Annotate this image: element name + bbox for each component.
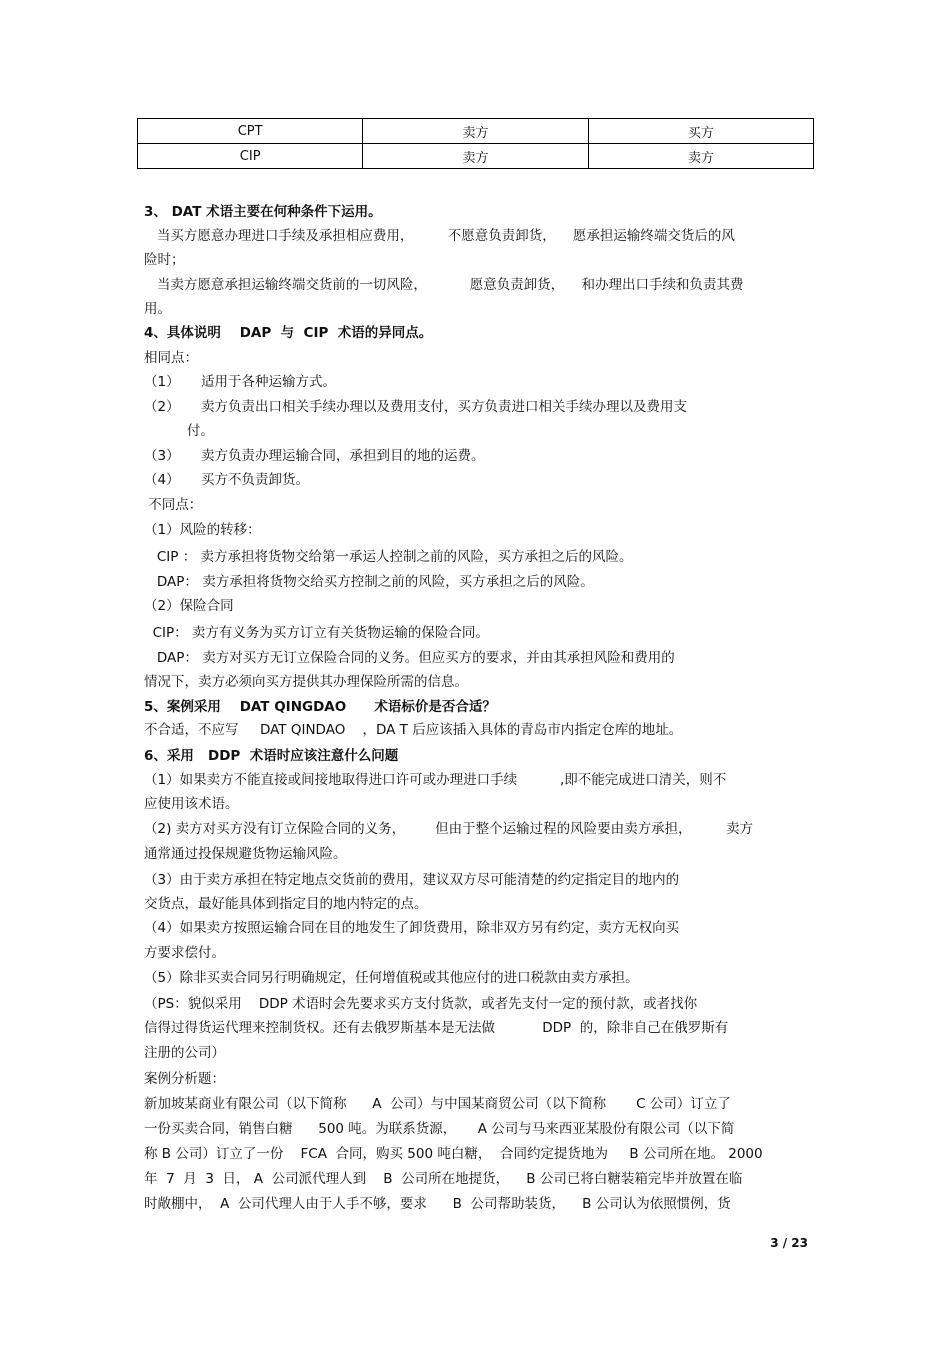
text-line: 5、案例采用 DAT QINGDAO 术语标价是否合适？ [144,699,496,715]
text-line: 方要求偿付。 [144,945,225,961]
text-line: DAP： 卖方承担将货物交给买方控制之前的风险，买方承担之后的风险。 [144,574,594,590]
text-line: 情况下，卖方必须向买方提供其办理保险所需的信息。 [144,674,468,690]
table-cell: 卖方 [363,144,588,169]
text-line: 4、具体说明 DAP 与 CIP 术语的异同点。 [144,325,433,341]
text-line: （5）除非买卖合同另行明确规定，任何增值税或其他应付的进口税款由卖方承担。 [144,970,639,986]
text-line: 注册的公司） [144,1045,225,1061]
text-line: 通常通过投保规避货物运输风险。 [144,846,347,862]
text-line: 不同点： [144,497,203,513]
text-line: 一份买卖合同，销售白糖 500 吨。为联系货源， A 公司与马来西亚某股份有限公司（以下简 [144,1121,735,1137]
text-line: （1）风险的转移： [144,522,261,538]
text-line: 信得过得货运代理来控制货权。还有去俄罗斯基本是无法做 DDP 的，除非自己在俄罗斯有 [144,1020,729,1036]
text-line: 当买方愿意办理进口手续及承担相应费用， 不愿意负责卸货， 愿承担运输终端交货后的风 [144,228,735,244]
text-line: （3） 卖方负责办理运输合同，承担到目的地的运费。 [144,448,485,464]
text-line: 用。 [144,301,171,317]
text-line: 险时； [144,252,185,268]
table-cell: CPT [138,119,363,144]
page-number: 3 / 23 [770,1236,808,1250]
table-cell: 买方 [588,119,813,144]
text-line: （4） 买方不负责卸货。 [144,472,310,488]
table-row [138,119,814,144]
table-cell: 卖方 [588,144,813,169]
text-line: 时敞棚中， A 公司代理人由于人手不够，要求 B 公司帮助装货， B 公司认为依照惯例，货 [144,1196,731,1212]
text-line: CIP ： 卖方承担将货物交给第一承运人控制之前的风险，买方承担之后的风险。 [144,549,633,565]
text-line: 年 7 月 3 日， A 公司派代理人到 B 公司所在地提货， B 公司已将白糖装箱完毕并放置在临 [144,1171,743,1187]
text-line: （PS：貌似采用 DDP 术语时会先要求买方支付货款，或者先支付一定的预付款，或者找你 [144,996,698,1012]
text-line: （1） 适用于各种运输方式。 [144,374,337,390]
table-cell: CIP [138,144,363,169]
text-line: 称 B 公司）订立了一份 FCA 合同，购买 500 吨白糖， 合同约定提货地为 B 公司所在地。 2000 [144,1146,763,1162]
incoterms-table [137,118,814,169]
text-line: 不合适，不应写 DAT QINDAO ，DA T 后应该插入具体的青岛市内指定仓库的地址。 [144,722,683,738]
table-cell: 卖方 [363,119,588,144]
text-line: 相同点： [144,350,198,366]
text-line: 3、 DAT 术语主要在何种条件下运用。 [144,204,382,220]
text-line: 付。 [144,423,214,439]
text-line: 当卖方愿意承担运输终端交货前的一切风险， 愿意负责卸货， 和办理出口手续和负责其费 [144,277,744,293]
text-line: （4）如果卖方按照运输合同在目的地发生了卸货费用，除非双方另有约定，卖方无权向买 [144,920,680,936]
text-line: CIP： 卖方有义务为买方订立有关货物运输的保险合同。 [144,625,489,641]
text-line: DAP： 卖方对买方无订立保险合同的义务。但应买方的要求，并由其承担风险和费用的 [144,650,675,666]
text-line: 应使用该术语。 [144,796,239,812]
text-line: （3）由于卖方承担在特定地点交货前的费用，建议双方尽可能清楚的约定指定目的地内的 [144,872,680,888]
text-line: （2） 卖方负责出口相关手续办理以及费用支付，买方负责进口相关手续办理以及费用支 [144,399,688,415]
text-line: （2）保险合同 [144,598,234,614]
table-row [138,144,814,169]
text-line: （2) 卖方对买方没有订立保险合同的义务， 但由于整个运输过程的风险要由卖方承担， 卖方 [144,821,754,837]
text-line: （1）如果卖方不能直接或间接地取得进口许可或办理进口手续 ,即不能完成进口清关，则不 [144,772,727,788]
text-line: 交货点，最好能具体到指定目的地内特定的点。 [144,896,428,912]
text-line: 6、采用 DDP 术语时应该注意什么问题 [144,748,399,764]
text-line: 新加坡某商业有限公司（以下简称 A 公司）与中国某商贸公司（以下简称 C 公司）订立了 [144,1096,731,1112]
text-line: 案例分析题： [144,1071,225,1087]
